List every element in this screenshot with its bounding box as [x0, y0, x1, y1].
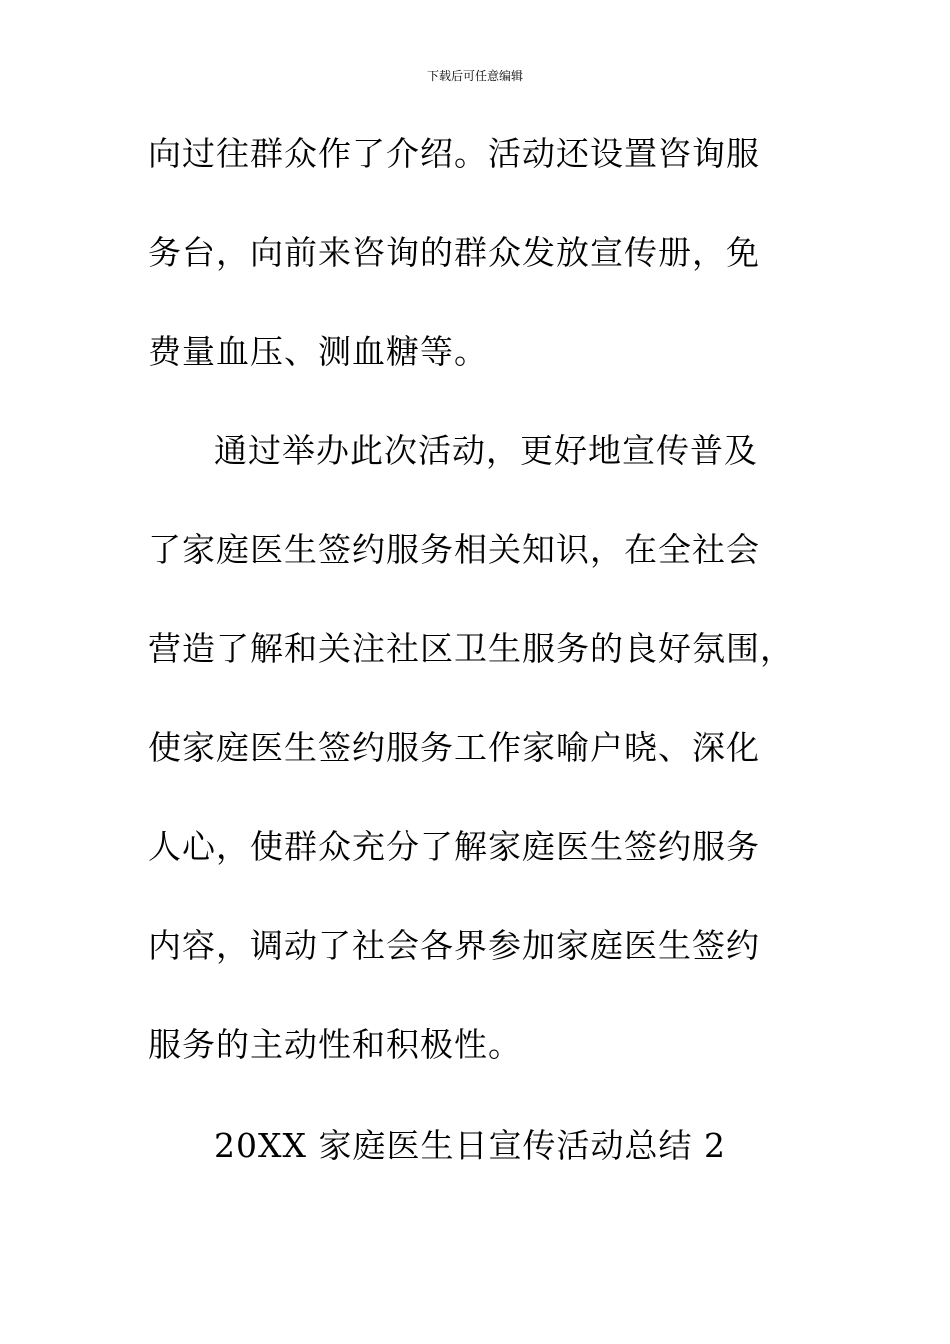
body-line: 务台，向前来咨询的群众发放宣传册，免: [148, 233, 760, 272]
body-line: 内容，调动了社会各界参加家庭医生签约: [148, 926, 760, 965]
section-heading: 20XX 家庭医生日宣传活动总结 2: [214, 1126, 726, 1165]
body-line: 通过举办此次活动，更好地宣传普及: [214, 431, 758, 470]
body-line: 服务的主动性和积极性。: [148, 1025, 522, 1064]
page-header-note: 下载后可任意编辑: [426, 69, 523, 83]
body-line: 向过往群众作了介绍。活动还设置咨询服: [148, 134, 760, 173]
body-line: 费量血压、测血糖等。: [148, 332, 488, 371]
body-line: 使家庭医生签约服务工作家喻户晓、深化: [148, 728, 760, 767]
body-line: 营造了解和关注社区卫生服务的良好氛围，: [148, 629, 794, 668]
body-line: 了家庭医生签约服务相关知识，在全社会: [148, 530, 760, 569]
body-line: 人心，使群众充分了解家庭医生签约服务: [148, 827, 760, 866]
